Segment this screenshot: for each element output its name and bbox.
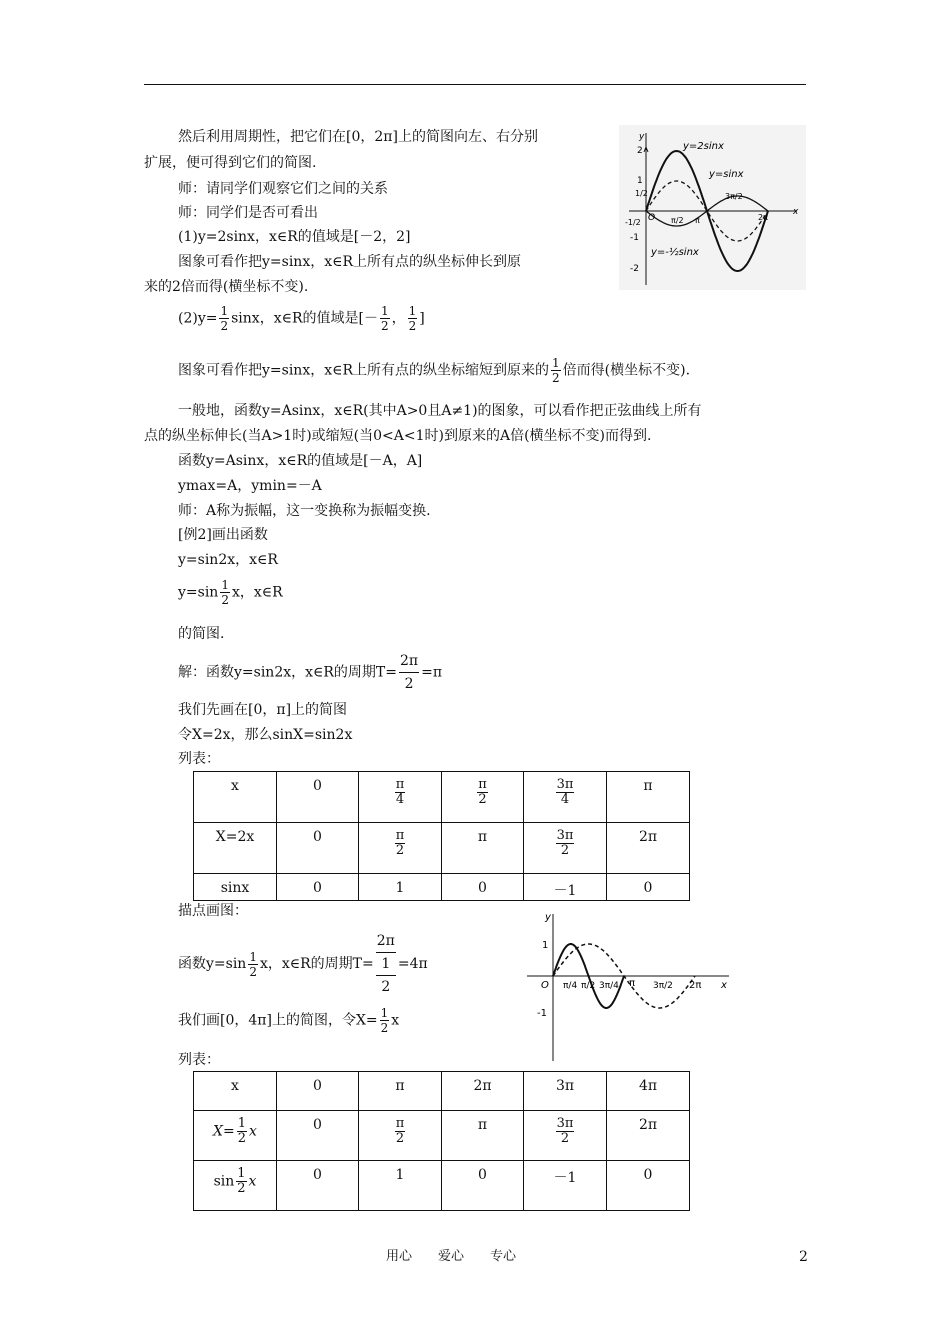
table-cell: －1 [524,1161,607,1211]
table-cell: π [442,1111,524,1161]
fraction-half: $\frac{1}{2}$ [220,304,229,333]
table-cell: 0 [277,823,359,874]
y-label: y [545,912,551,923]
para-6-mid: sinx，x∈R的值域是[－ [231,310,378,327]
table-cell: $\frac{3\pi}{2}$ [524,1111,607,1161]
page-number: 2 [799,1249,808,1265]
table-cell: $\frac{\pi}{2}$ [442,772,524,823]
figure-sine-period [523,908,735,1063]
para-5a: 图象可看作把y=sinx，x∈R上所有点的纵坐标伸长到原 [178,254,522,270]
tick-neg-1: -1 [537,1008,547,1019]
fraction-half: $\frac{1}{2}$ [408,304,417,333]
row-label: x [194,772,277,823]
x-label: x [721,980,727,991]
table-cell: 0 [277,1111,359,1161]
para-9: 函数y=Asinx，x∈R的值域是[－A，A] [178,453,423,469]
para-8a: 一般地，函数y=Asinx，x∈R(其中A>0且A≠1)的图象，可以看作把正弦曲线上所有 [178,403,702,419]
figure-sine-amplitude [619,125,806,290]
para-5b: 来的2倍而得(横坐标不变). [144,279,309,295]
table-cell: $\frac{\pi}{2}$ [359,823,442,874]
table-row [194,1072,690,1111]
para-12: [例2]画出函数 [178,527,268,543]
table-cell: 0 [277,1161,359,1211]
table-row [194,823,690,874]
tick-pi: π [695,216,700,225]
row-label: X= $\frac{1}{2}$ x [194,1111,277,1161]
para-2: 师：请同学们观察它们之间的关系 [178,181,388,197]
para-7: 图象可看作把y=sinx，x∈R上所有点的纵坐标缩短到原来的 $\frac{1}{2}$ 倍而得(横坐标不变). [178,356,691,385]
row-label: sin $\frac{1}{2}$ x [194,1161,277,1211]
table-cell: 0 [277,772,359,823]
table-cell: 0 [607,874,690,901]
table-cell: 2π [607,1111,690,1161]
fraction-half: $\frac{1}{2}$ [380,304,389,333]
table-1 [193,771,690,901]
table-cell: π [442,823,524,874]
table-cell: 4π [607,1072,690,1111]
origin-label: O [541,980,549,991]
table-cell: －1 [524,874,607,901]
table-cell: 0 [277,874,359,901]
table-cell: 2π [607,823,690,874]
tick-1: 1 [542,940,549,951]
fraction-period-2: 2π 1 2 [376,930,396,998]
curve-label-neg-half-sinx: y=-½sinx [651,247,699,258]
y-label: y [639,132,645,142]
para-1b: 扩展，便可得到它们的简图. [144,155,317,171]
para-19: 列表： [178,751,220,767]
tick-2pi: 2π [758,213,768,222]
x-label: x [793,207,799,217]
para-20: 描点画图： [178,903,248,919]
row-label: sinx [194,874,277,901]
para-17: 我们先画在[0，π]上的简图 [178,702,348,718]
table-cell: 0 [442,874,524,901]
table-cell: 2π [442,1072,524,1111]
fraction-half: $\frac{1}{2}$ [380,1006,389,1035]
table-row [194,1161,690,1211]
tick-neg-2: -2 [630,264,639,274]
table-cell: π [607,772,690,823]
curve-label-2sinx: y=2sinx [683,141,724,152]
tick-2: 2 [637,146,643,156]
tick-2pi: 2π [689,980,702,991]
table-cell: $\frac{\pi}{2}$ [359,1111,442,1161]
row-label: x [194,1072,277,1111]
tick-pi-2: π/2 [581,981,596,991]
table-cell: 1 [359,1161,442,1211]
fraction-half: $\frac{1}{2}$ [249,949,257,979]
para-8b: 点的纵坐标伸长(当A>1时)或缩短(当0<A<1时)到原来的A倍(横坐标不变)而得到. [144,428,652,444]
tick-3pi-2: 3π/2 [725,192,743,201]
para-23: 列表： [178,1052,220,1068]
table-cell: 3π [524,1072,607,1111]
para-6: (2)y= $\frac{1}{2}$ sinx，x∈R的值域是[－ $\frac{1}{2}$ ， $\frac{1}{2}$ ] [178,304,425,333]
table-2 [193,1071,690,1211]
tick-neg-1: -1 [630,233,639,243]
table-cell: $\frac{3\pi}{4}$ [524,772,607,823]
tick-pi-2: π/2 [671,216,684,225]
fraction-period-1: $\frac{2\pi}{2}$ [399,650,419,695]
origin-label: O [648,213,656,223]
table-cell: 0 [442,1161,524,1211]
tick-pi-4: π/4 [563,981,578,991]
para-3: 师：同学们是否可看出 [178,205,318,221]
table-cell: 1 [359,874,442,901]
para-14: y=sin $\frac{1}{2}$ x，x∈R [178,578,283,607]
para-15: 的简图. [178,626,225,642]
para-13: y=sin2x，x∈R [178,552,278,568]
tick-neg-half: -1/2 [625,218,641,227]
table-cell: 0 [277,1072,359,1111]
table-row [194,772,690,823]
tick-3pi-2: 3π/2 [653,981,673,991]
fraction-half: $\frac{1}{2}$ [221,578,229,607]
para-11: 师：A称为振幅，这一变换称为振幅变换. [178,503,431,519]
para-10: ymax=A，ymin=－A [178,478,322,494]
table-cell: $\frac{3\pi}{2}$ [524,823,607,874]
para-1a: 然后利用周期性，把它们在[0，2π]上的简图向左、右分别 [178,129,538,145]
para-4: (1)y=2sinx，x∈R的值域是[－2，2] [178,229,411,245]
para-22: 我们画[0，4π]上的简图，令X= $\frac{1}{2}$ x [178,1006,400,1035]
header-rule [144,84,806,85]
tick-3pi-4: 3π/4 [599,981,619,991]
curve-label-sinx: y=sinx [709,169,744,180]
table-row [194,874,690,901]
table-row [194,1111,690,1161]
para-16: 解：函数y=sin2x，x∈R的周期T= $\frac{2\pi}{2}$ =π [178,650,442,695]
para-6-pre: (2)y= [178,310,218,327]
table-cell: $\frac{\pi}{4}$ [359,772,442,823]
tick-pi: π [629,978,636,989]
tick-1: 1 [637,176,643,186]
tick-half: 1/2 [635,189,648,198]
row-label: X=2x [194,823,277,874]
table-cell: 0 [607,1161,690,1211]
footer-motto: 用心 爱心 专心 [386,1249,517,1264]
para-18: 令X=2x，那么sinX=sin2x [178,727,353,743]
para-21: 函数y=sin $\frac{1}{2}$ x，x∈R的周期T= 2π 1 2 =4π [178,930,428,998]
fraction-half: $\frac{1}{2}$ [552,356,560,385]
table-cell: π [359,1072,442,1111]
